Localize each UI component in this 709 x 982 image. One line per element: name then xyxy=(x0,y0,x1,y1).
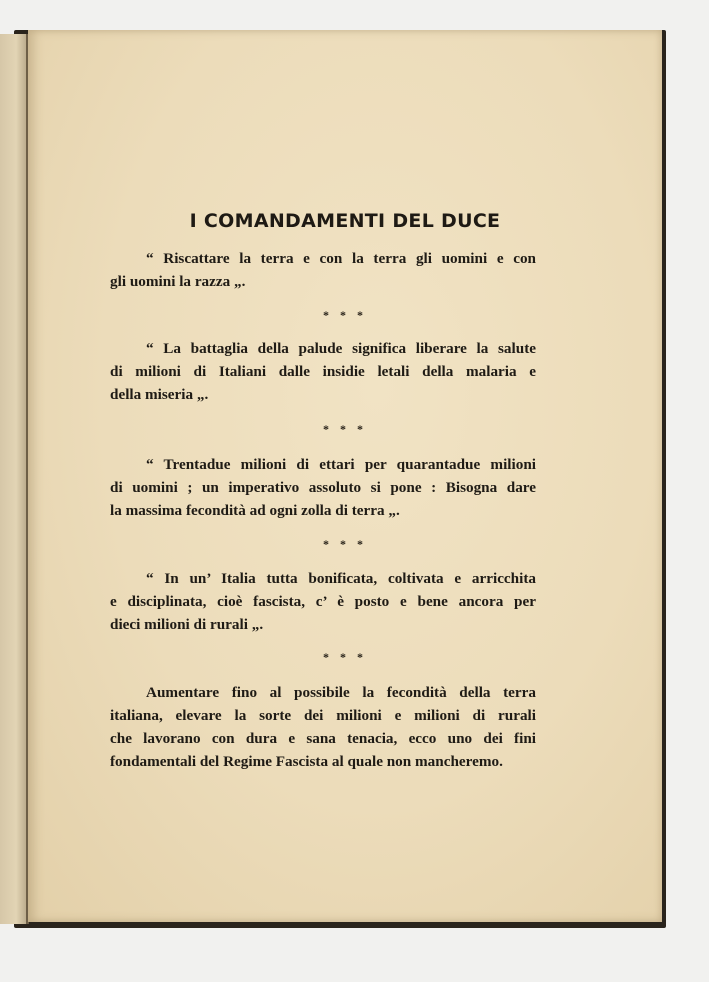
text-line: “ Riscattare la terra e con la terra gli uomini e con xyxy=(146,250,536,267)
text-line: della miseria „. xyxy=(110,386,209,403)
book-page xyxy=(28,30,662,922)
text-line: Aumentare fino al possibile la fecondità della terra xyxy=(146,684,536,701)
paragraph xyxy=(110,337,536,406)
paragraph xyxy=(110,453,536,522)
text-line: e disciplinata, cioè fascista, c’ è posto e bene ancora per xyxy=(110,593,536,610)
paragraph xyxy=(110,247,536,293)
text-line: la massima fecondità ad ogni zolla di terra „. xyxy=(110,502,400,519)
left-page-edge xyxy=(0,34,28,924)
paragraph xyxy=(110,681,536,773)
paragraph xyxy=(110,567,536,636)
text-line: dieci milioni di rurali „. xyxy=(110,616,264,633)
section-separator: * * * xyxy=(323,308,367,322)
text-line: di milioni di Italiani dalle insidie letali della malaria e xyxy=(110,363,536,380)
text-line: di uomini ; un imperativo assoluto si pone : Bisogna dare xyxy=(110,479,536,496)
section-separator: * * * xyxy=(323,650,367,664)
text-line: che lavorano con dura e sana tenacia, ecco uno dei fini xyxy=(110,730,536,747)
text-line: “ Trentadue milioni di ettari per quarantadue milioni xyxy=(146,456,536,473)
text-line: italiana, elevare la sorte dei milioni e milioni di rurali xyxy=(110,707,536,724)
text-line: “ In un’ Italia tutta bonificata, coltivata e arricchita xyxy=(146,570,536,587)
page-title: I COMANDAMENTI DEL DUCE xyxy=(189,210,501,232)
section-separator: * * * xyxy=(323,537,367,551)
section-separator: * * * xyxy=(323,422,367,436)
text-line: fondamentali del Regime Fascista al quale non mancheremo. xyxy=(110,753,503,770)
text-line: gli uomini la razza „. xyxy=(110,273,246,290)
text-line: “ La battaglia della palude significa liberare la salute xyxy=(146,340,536,357)
